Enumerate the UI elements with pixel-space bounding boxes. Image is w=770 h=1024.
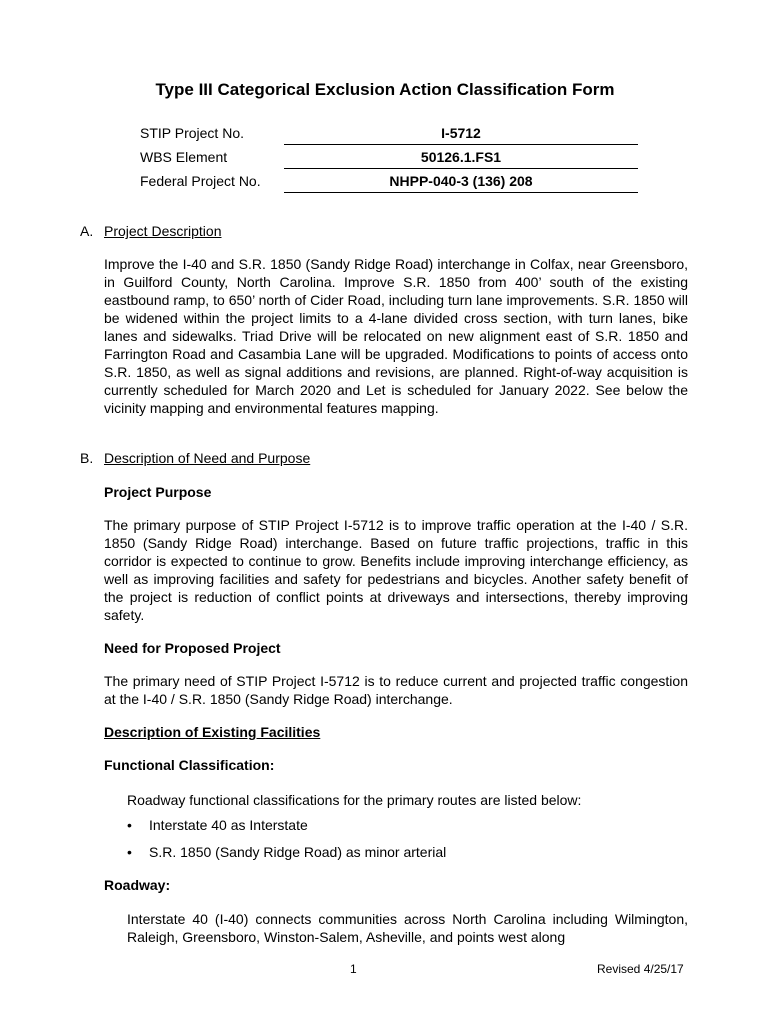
federal-project-row [140, 170, 638, 194]
stip-project-row [140, 122, 638, 146]
need-heading: Need for Proposed Project [104, 640, 281, 656]
project-description-text: Improve the I-40 and S.R. 1850 (Sandy Ridge Road) interchange in Colfax, near Greensboro, in Guilford County, North Carolina. Improve S.R. 1850 from 400’ south of the existing eastbound ramp, to 650’ north of Cider Road, including turn lane improvements. S.R. 1850 will be widened within the project limits to a 4-lane divided cross section, with turn lanes, bike lanes and sidewalks. Triad Drive will be relocated on new alignment east of S.R. 1850 and Farrington Road and Casambia Lane will be upgraded. Modifications to points of access onto S.R. 1850, as well as signal additions and revisions, are planned. Right-of-way acquisition is currently scheduled for March 2020 and Let is scheduled for January 2022. See below the vicinity mapping and environmental features mapping. [104, 256, 688, 416]
roadway-text: Interstate 40 (I-40) connects communities across North Carolina including Wilmington, Raleigh, Greensboro, Winston-Salem, Asheville, and points west along [127, 911, 688, 945]
functional-classification-heading: Functional Classification: [104, 757, 275, 773]
section-a-heading [80, 223, 222, 239]
wbs-element-label: WBS Element [140, 149, 228, 165]
section-b-letter: B. [80, 450, 94, 466]
wbs-element-row [140, 146, 638, 170]
bullet-item-sr-1850 [127, 844, 446, 860]
need-text: The primary need of STIP Project I-5712 is to reduce current and projected traffic congestion at the I-40 / S.R. 1850 (Sandy Ridge Road) interchange. [104, 673, 688, 707]
section-b-title: Description of Need and Purpose [104, 450, 311, 466]
existing-facilities-heading: Description of Existing Facilities [104, 724, 321, 740]
federal-project-label: Federal Project No. [140, 173, 261, 189]
revision-date: Revised 4/25/17 [597, 962, 684, 976]
project-purpose-heading: Project Purpose [104, 484, 212, 500]
bullet-item-interstate-40 [127, 817, 308, 833]
project-purpose-text: The primary purpose of STIP Project I-5712 is to improve traffic operation at the I-40 / S.R. 1850 (Sandy Ridge Road) interchange. Based on future traffic projections, traffic in this corridor is expected to continue to grow. Benefits include improving interchange efficiency, as well as improving facilities and safety for pedestrians and bicycles. Another safety benefit of the project is reduction of conflict points at driveways and intersections, thereby improving safety. [104, 517, 688, 623]
stip-project-value: I-5712 [284, 125, 638, 145]
section-a-title: Project Description [104, 223, 222, 239]
form-title: Type III Categorical Exclusion Action Classification Form [155, 80, 615, 99]
page-number: 1 [350, 962, 357, 976]
section-a-letter: A. [80, 223, 94, 239]
section-b-heading [80, 450, 310, 466]
roadway-heading: Roadway: [104, 877, 171, 893]
stip-project-label: STIP Project No. [140, 125, 245, 141]
wbs-element-value: 50126.1.FS1 [284, 149, 638, 169]
bullet-icon: • [127, 817, 132, 833]
bullet-text: Interstate 40 as Interstate [149, 817, 308, 833]
functional-intro-text: Roadway functional classifications for the primary routes are listed below: [127, 792, 582, 808]
federal-project-value: NHPP-040-3 (136) 208 [284, 173, 638, 193]
bullet-text: S.R. 1850 (Sandy Ridge Road) as minor arterial [149, 844, 447, 860]
bullet-icon: • [127, 844, 132, 860]
